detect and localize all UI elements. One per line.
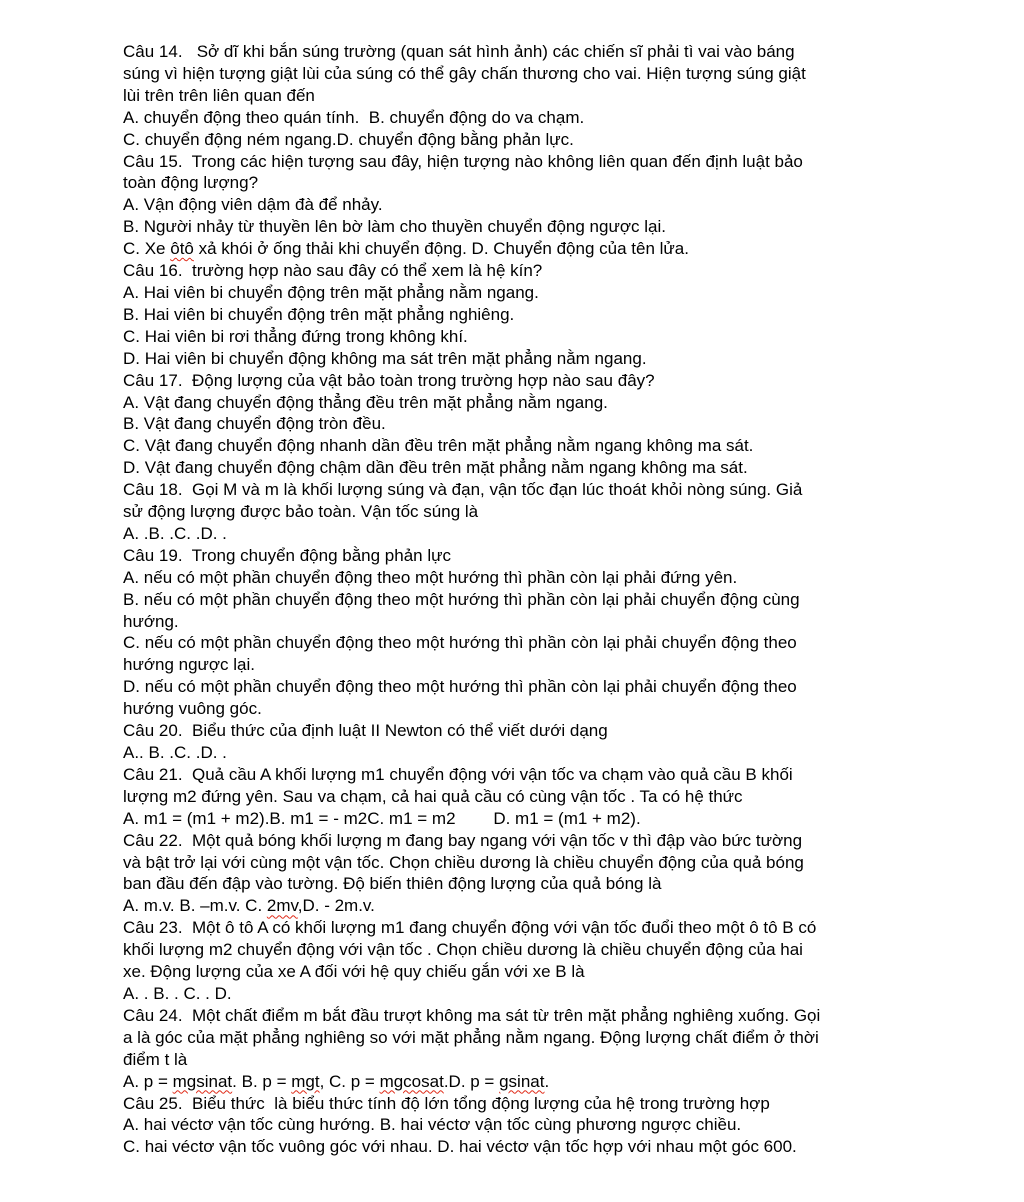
- text-line: A. nếu có một phần chuyển động theo một hướng thì phần còn lại phải đứng yên.: [123, 567, 738, 587]
- text-line: xe. Động lượng của xe A đối với hệ quy chiếu gắn với xe B là: [123, 962, 585, 982]
- text-line: Câu 18. Gọi M và m là khối lượng súng và đạn, vận tốc đạn lúc thoát khỏi nòng súng. Giả: [123, 480, 803, 500]
- text-line: D. nếu có một phần chuyển động theo một hướng thì phần còn lại phải chuyển động theo: [123, 677, 797, 697]
- text-line: A. chuyển động theo quán tính. B. chuyển động do va chạm.: [123, 107, 585, 127]
- misspelled-word: mgsinat: [172, 1071, 233, 1091]
- text-segment: , C. p =: [319, 1071, 380, 1091]
- text-line: A. .B. .C. .D. .: [123, 523, 227, 543]
- text-line: A. Vận động viên dậm đà để nhảy.: [123, 195, 383, 215]
- text-line: [123, 238, 934, 260]
- text-line: A. Hai viên bi chuyển động trên mặt phẳng nằm ngang.: [123, 282, 539, 302]
- text-line: Câu 22. Một quả bóng khối lượng m đang bay ngang với vận tốc v thì đập vào bức tường: [123, 830, 803, 850]
- misspelled-word: mgcosat: [379, 1071, 444, 1091]
- text-segment: .: [544, 1071, 550, 1091]
- text-line: C. Vật đang chuyển động nhanh dần đều trên mặt phẳng nằm ngang không ma sát.: [123, 436, 754, 456]
- text-line: Câu 17. Động lượng của vật bảo toàn trong trường hợp nào sau đây?: [123, 370, 655, 390]
- text-line: D. Hai viên bi chuyển động không ma sát trên mặt phẳng nằm ngang.: [123, 348, 647, 368]
- text-line: Câu 14. Sở dĩ khi bắn súng trường (quan sát hình ảnh) các chiến sĩ phải tì vai vào báng: [123, 42, 795, 61]
- text-line: toàn động lượng?: [123, 173, 259, 193]
- text-segment: A. p =: [123, 1071, 173, 1091]
- text-line: A. m1 = (m1 + m2).B. m1 = - m2C. m1 = m2 D. m1 = (m1 + m2).: [123, 808, 641, 828]
- text-segment: . B. p =: [232, 1071, 292, 1091]
- text-line: Câu 25. Biểu thức là biểu thức tính độ lớn tổng động lượng của hệ trong trường hợp: [123, 1093, 770, 1113]
- text-line: lượng m2 đứng yên. Sau va chạm, cả hai quả cầu có cùng vận tốc . Ta có hệ thức: [123, 786, 743, 806]
- text-line: khối lượng m2 chuyển động với vận tốc . Chọn chiều dương là chiều chuyển động của hai: [123, 940, 803, 960]
- text-segment: ,D. - 2m.v.: [297, 896, 375, 916]
- text-line: Câu 20. Biểu thức của định luật II Newton có thể viết dưới dạng: [123, 721, 608, 741]
- text-line: ban đầu đến đập vào tường. Độ biến thiên động lượng của quả bóng là: [123, 874, 662, 894]
- text-line: B. Hai viên bi chuyển động trên mặt phẳng nghiêng.: [123, 304, 515, 324]
- text-line: và bật trở lại với cùng một vận tốc. Chọn chiều dương là chiều chuyển động của quả bóng: [123, 852, 804, 872]
- text-line: C. chuyển động ném ngang.D. chuyển động bằng phản lực.: [123, 129, 574, 149]
- text-line: [123, 1071, 934, 1093]
- text-line: lùi trên trên liên quan đến: [123, 85, 315, 105]
- text-line: C. hai véctơ vận tốc vuông góc với nhau. D. hai véctơ vận tốc hợp với nhau một góc 600.: [123, 1137, 797, 1157]
- text-line: [123, 895, 934, 917]
- text-line: Câu 21. Quả cầu A khối lượng m1 chuyển động với vận tốc va chạm vào quả cầu B khối: [123, 764, 793, 784]
- text-line: súng vì hiện tượng giật lùi của súng có thể gây chấn thương cho vai. Hiện tượng súng giật: [123, 63, 806, 83]
- text-line: Câu 19. Trong chuyển động bằng phản lực: [123, 545, 452, 565]
- misspelled-word: ôtô: [170, 239, 194, 259]
- text-line: Câu 23. Một ô tô A có khối lượng m1 đang chuyển động với vận tốc đuổi theo một ô tô B có: [123, 918, 817, 938]
- text-segment: .D. p =: [443, 1071, 500, 1091]
- text-line: A. hai véctơ vận tốc cùng hướng. B. hai véctơ vận tốc cùng phương ngược chiều.: [123, 1115, 742, 1135]
- text-line: Câu 16. trường hợp nào sau đây có thể xem là hệ kín?: [123, 261, 543, 281]
- text-line: sử động lượng được bảo toàn. Vận tốc súng là: [123, 502, 479, 522]
- text-line: Câu 15. Trong các hiện tượng sau đây, hiện tượng nào không liên quan đến định luật bảo: [123, 151, 803, 171]
- text-line: hướng.: [123, 611, 179, 631]
- text-line: Câu 24. Một chất điểm m bắt đầu trượt không ma sát từ trên mặt phẳng nghiêng xuống. Gọi: [123, 1005, 821, 1025]
- text-segment: xả khói ở ống thải khi chuyển động. D. Chuyển động của tên lửa.: [193, 239, 689, 259]
- text-line: B. Người nhảy từ thuyền lên bờ làm cho thuyền chuyển động ngược lại.: [123, 217, 666, 237]
- text-line: a là góc của mặt phẳng nghiêng so với mặt phẳng nằm ngang. Động lượng chất điểm ở thời: [123, 1027, 819, 1047]
- misspelled-word: gsinat: [499, 1071, 545, 1091]
- text-line: điểm t là: [123, 1049, 188, 1069]
- text-line: hướng ngược lại.: [123, 655, 256, 675]
- text-line: A.. B. .C. .D. .: [123, 743, 227, 762]
- text-line: hướng vuông góc.: [123, 699, 262, 719]
- text-line: D. Vật đang chuyển động chậm dần đều trên mặt phẳng nằm ngang không ma sát.: [123, 458, 748, 478]
- text-segment: C. Xe: [123, 239, 171, 259]
- text-line: B. nếu có một phần chuyển động theo một hướng thì phần còn lại phải chuyển động cùng: [123, 589, 800, 609]
- text-line: C. Hai viên bi rơi thẳng đứng trong không khí.: [123, 326, 468, 346]
- text-line: A. Vật đang chuyển động thẳng đều trên mặt phẳng nằm ngang.: [123, 392, 608, 412]
- text-segment: A. m.v. B. –m.v. C.: [123, 896, 267, 916]
- text-line: C. nếu có một phần chuyển động theo một hướng thì phần còn lại phải chuyển động theo: [123, 633, 797, 653]
- misspelled-word: mgt: [291, 1071, 320, 1091]
- misspelled-word: 2mv: [266, 896, 298, 916]
- text-line: A. . B. . C. . D.: [123, 983, 232, 1003]
- text-line: B. Vật đang chuyển động tròn đều.: [123, 414, 386, 434]
